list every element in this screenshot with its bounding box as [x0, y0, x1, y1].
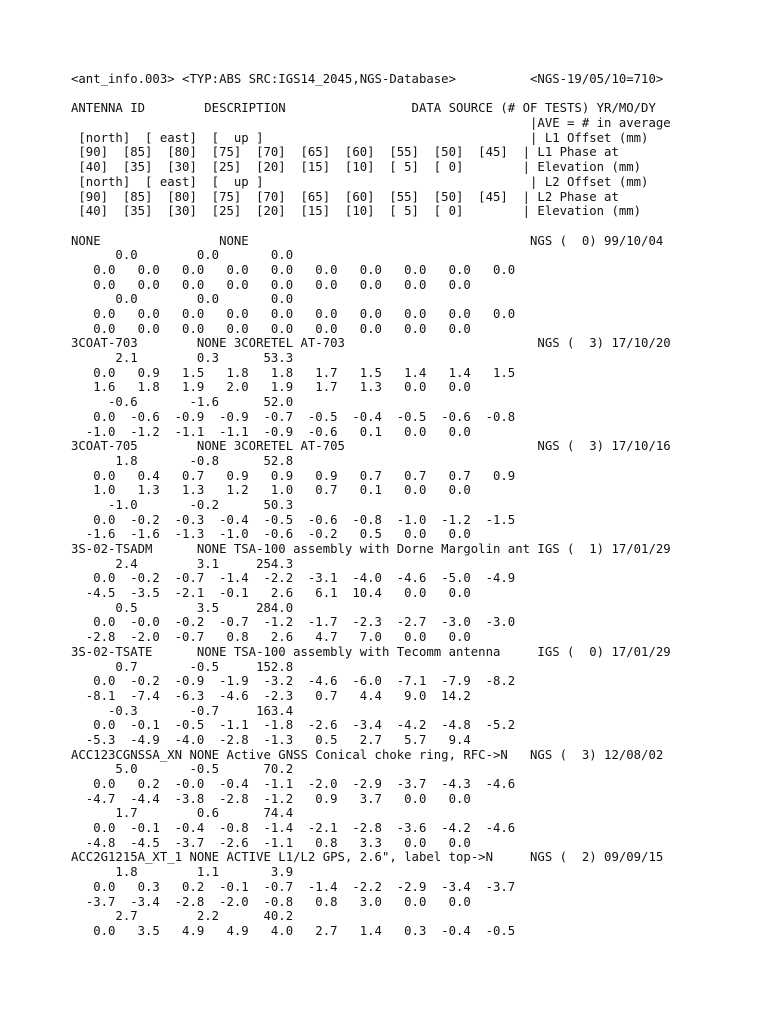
document-line: 1.0 1.3 1.3 1.2 1.0 0.7 0.1 0.0 0.0 [71, 483, 471, 498]
document-line: [90] [85] [80] [75] [70] [65] [60] [55] [50] [45] | L2 Phase at [71, 189, 619, 204]
document-line: ANTENNA ID DESCRIPTION DATA SOURCE (# OF TESTS) YR/MO/DY [71, 101, 656, 116]
document-line: 1.8 1.1 3.9 [71, 865, 294, 880]
document-line: <ant_info.003> <TYP:ABS SRC:IGS14_2045,NGS-Database> <NGS-19/05/10=710> [71, 72, 664, 86]
document-line: 0.0 3.5 4.9 4.9 4.0 2.7 1.4 0.3 -0.4 -0.5 [71, 923, 516, 938]
document-line: 0.0 0.0 0.0 0.0 0.0 0.0 0.0 0.0 0.0 0.0 [71, 307, 516, 321]
document-line: 3S-02-TSATE NONE TSA-100 assembly with Tecomm antenna IGS ( 0) 17/01/29 [71, 644, 671, 659]
document-line: -3.7 -3.4 -2.8 -2.0 -0.8 0.8 3.0 0.0 0.0 [71, 894, 471, 909]
document-line: 5.0 -0.5 70.2 [71, 762, 294, 777]
document-line: [40] [35] [30] [25] [20] [15] [10] [ 5] [ 0] | Elevation (mm) [71, 160, 642, 175]
document-line: 3COAT-705 NONE 3CORETEL AT-705 NGS ( 3) 17/10/16 [71, 439, 671, 454]
document-line: [north] [ east] [ up ] | L2 Offset (mm) [71, 174, 649, 189]
document-line: -2.8 -2.0 -0.7 0.8 2.6 4.7 7.0 0.0 0.0 [71, 630, 471, 645]
document-line: 0.0 0.0 0.0 0.0 0.0 0.0 0.0 0.0 0.0 0.0 [71, 262, 516, 277]
document-line: 3COAT-703 NONE 3CORETEL AT-703 NGS ( 3) 17/10/20 [71, 336, 671, 351]
document-line: 2.7 2.2 40.2 [71, 909, 294, 924]
document-line: -4.5 -3.5 -2.1 -0.1 2.6 6.1 10.4 0.0 0.0 [71, 586, 471, 601]
document-line: 0.0 0.0 0.0 [71, 292, 294, 307]
document-line: 0.0 -0.1 -0.5 -1.1 -1.8 -2.6 -3.4 -4.2 -4.8 -5.2 [71, 718, 516, 733]
document-line: 0.0 0.3 0.2 -0.1 -0.7 -1.4 -2.2 -2.9 -3.4 -3.7 [71, 879, 516, 894]
antenna-info-document [71, 72, 761, 939]
document-line: -1.0 -1.2 -1.1 -1.1 -0.9 -0.6 0.1 0.0 0.0 [71, 424, 471, 439]
document-line: 0.0 0.0 0.0 0.0 0.0 0.0 0.0 0.0 0.0 [71, 277, 471, 292]
document-line: -0.6 -1.6 52.0 [71, 395, 294, 410]
document-line: -1.6 -1.6 -1.3 -1.0 -0.6 -0.2 0.5 0.0 0.0 [71, 527, 471, 542]
document-line: 2.1 0.3 53.3 [71, 351, 294, 366]
document-line: 0.0 -0.0 -0.2 -0.7 -1.2 -1.7 -2.3 -2.7 -3.0 -3.0 [71, 615, 516, 630]
document-line: 0.0 -0.6 -0.9 -0.9 -0.7 -0.5 -0.4 -0.5 -0.6 -0.8 [71, 409, 516, 424]
document-line: -5.3 -4.9 -4.0 -2.8 -1.3 0.5 2.7 5.7 9.4 [71, 732, 471, 747]
document-line: 0.0 0.0 0.0 0.0 0.0 0.0 0.0 0.0 0.0 [71, 321, 471, 336]
document-line: 0.0 -0.2 -0.7 -1.4 -2.2 -3.1 -4.0 -4.6 -5.0 -4.9 [71, 571, 516, 586]
document-line: [90] [85] [80] [75] [70] [65] [60] [55] [50] [45] | L1 Phase at [71, 145, 619, 160]
document-line: 2.4 3.1 254.3 [71, 556, 294, 571]
document-line: 1.6 1.8 1.9 2.0 1.9 1.7 1.3 0.0 0.0 [71, 380, 471, 395]
document-line: 3S-02-TSADM NONE TSA-100 assembly with Dorne Margolin ant IGS ( 1) 17/01/29 [71, 542, 671, 556]
document-line: 1.7 0.6 74.4 [71, 806, 294, 821]
document-line: 0.0 0.9 1.5 1.8 1.8 1.7 1.5 1.4 1.4 1.5 [71, 365, 516, 380]
document-line: -1.0 -0.2 50.3 [71, 497, 294, 512]
document-line: ACC123CGNSSA_XN NONE Active GNSS Conical choke ring, RFC->N NGS ( 3) 12/08/02 [71, 747, 664, 762]
document-line: 0.7 -0.5 152.8 [71, 659, 294, 674]
document-line: 0.0 0.2 -0.0 -0.4 -1.1 -2.0 -2.9 -3.7 -4.3 -4.6 [71, 777, 516, 791]
document-line [71, 87, 761, 102]
document-line: -4.7 -4.4 -3.8 -2.8 -1.2 0.9 3.7 0.0 0.0 [71, 791, 471, 806]
document-line: -4.8 -4.5 -3.7 -2.6 -1.1 0.8 3.3 0.0 0.0 [71, 835, 471, 850]
document-line: 1.8 -0.8 52.8 [71, 453, 294, 468]
document-line: [40] [35] [30] [25] [20] [15] [10] [ 5] [ 0] | Elevation (mm) [71, 204, 642, 219]
document-line: 0.5 3.5 284.0 [71, 600, 294, 615]
document-line: 0.0 0.0 0.0 [71, 248, 294, 263]
document-line [71, 219, 761, 234]
document-line: -0.3 -0.7 163.4 [71, 703, 294, 718]
document-line: 0.0 -0.1 -0.4 -0.8 -1.4 -2.1 -2.8 -3.6 -4.2 -4.6 [71, 821, 516, 836]
document-line: 0.0 -0.2 -0.9 -1.9 -3.2 -4.6 -6.0 -7.1 -7.9 -8.2 [71, 674, 516, 689]
document-line: NONE NONE NGS ( 0) 99/10/04 [71, 233, 664, 248]
document-line: ACC2G1215A_XT_1 NONE ACTIVE L1/L2 GPS, 2.6", label top->N NGS ( 2) 09/09/15 [71, 850, 664, 865]
document-line: -8.1 -7.4 -6.3 -4.6 -2.3 0.7 4.4 9.0 14.2 [71, 688, 471, 703]
document-line: |AVE = # in average [71, 116, 671, 131]
document-line: [north] [ east] [ up ] | L1 Offset (mm) [71, 130, 649, 145]
document-line: 0.0 -0.2 -0.3 -0.4 -0.5 -0.6 -0.8 -1.0 -1.2 -1.5 [71, 512, 516, 527]
document-line: 0.0 0.4 0.7 0.9 0.9 0.9 0.7 0.7 0.7 0.9 [71, 468, 516, 483]
